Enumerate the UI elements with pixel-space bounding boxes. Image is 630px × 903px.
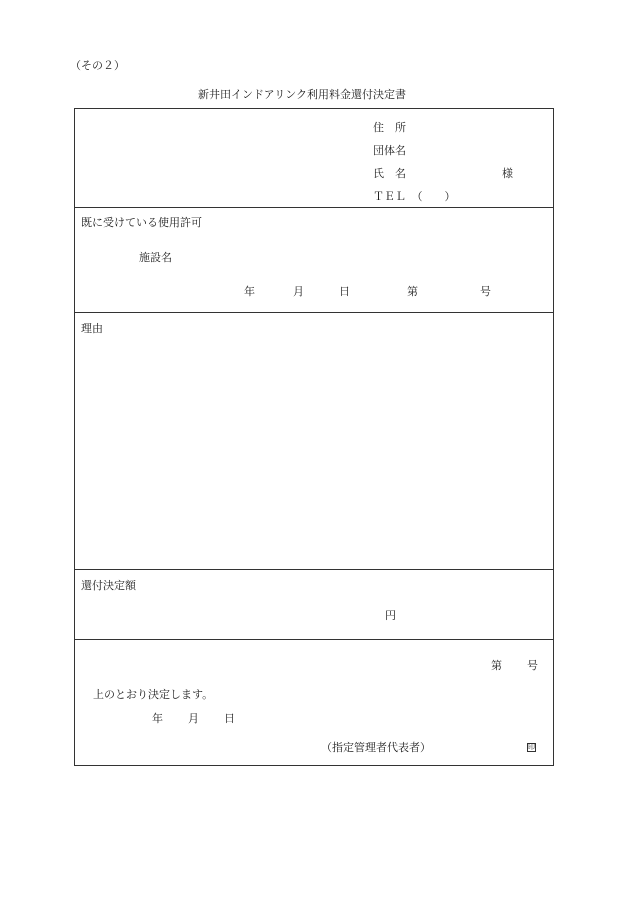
decision-year-label: 年: [152, 712, 163, 725]
permit-year-label: 年: [244, 285, 255, 298]
permit-go-label: 号: [480, 285, 491, 298]
organization-label: 団体名: [373, 144, 406, 157]
permit-day-label: 日: [339, 285, 350, 298]
refund-heading: 還付決定額: [81, 579, 136, 592]
decision-go-label: 号: [527, 659, 538, 672]
decision-month-label: 月: [188, 712, 199, 725]
divider-2: [75, 312, 553, 313]
decision-statement: 上のとおり決定します。: [93, 688, 214, 701]
address-label: 住 所: [373, 121, 406, 134]
name-label: 氏 名: [373, 167, 406, 180]
decision-day-label: 日: [224, 712, 235, 725]
permit-heading: 既に受けている使用許可: [81, 216, 202, 229]
divider-4: [75, 639, 553, 640]
reason-heading: 理由: [81, 322, 103, 335]
seal-mark: 印: [528, 743, 535, 751]
permit-dai-label: 第: [407, 285, 418, 298]
divider-3: [75, 569, 553, 570]
yen-label: 円: [385, 609, 396, 622]
tel-label: ＴＥＬ （ ）: [373, 190, 456, 203]
facility-label: 施設名: [139, 251, 172, 264]
form-number: （その２）: [70, 59, 125, 72]
divider-1: [75, 207, 553, 208]
document-title: 新井田インドアリンク利用料金還付決定書: [198, 88, 407, 101]
honorific-sama: 様: [502, 167, 513, 180]
decision-dai-label: 第: [491, 659, 502, 672]
permit-month-label: 月: [293, 285, 304, 298]
signer-label: （指定管理者代表者）: [321, 741, 431, 754]
form-frame: [74, 108, 554, 766]
